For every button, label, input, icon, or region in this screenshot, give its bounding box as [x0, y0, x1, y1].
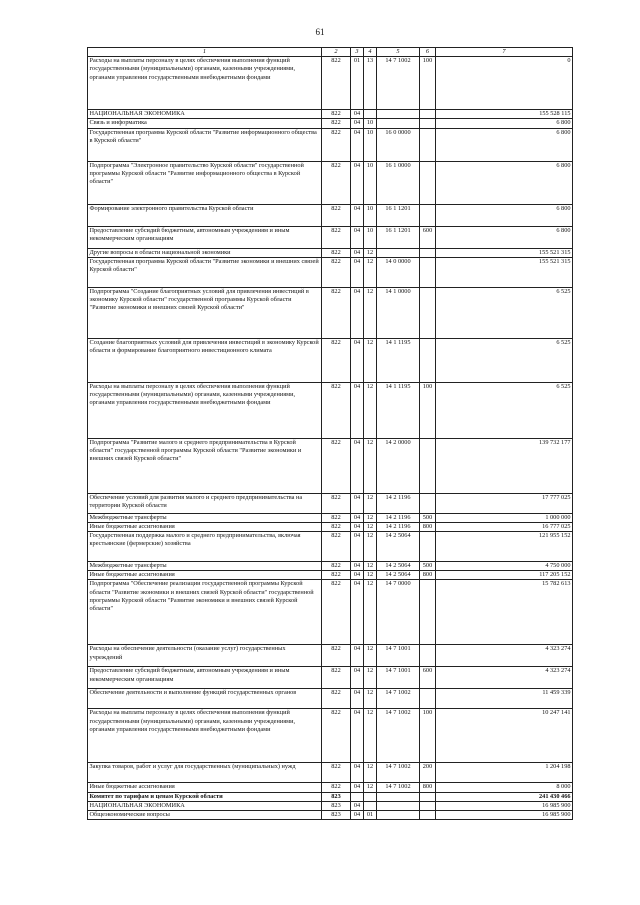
target-article-cell: 14 2 5064: [377, 562, 420, 571]
grbs-code-cell: 822: [322, 709, 351, 763]
expense-type-cell: 800: [420, 783, 436, 792]
target-article-cell: 16 1 1201: [377, 226, 420, 248]
row-name-cell: Подпрограмма "Развитие малого и среднего предпринимательства в Курской области" государственной программы Курской области "Развитие экономики и внешних связей Курской области": [88, 438, 322, 493]
row-name-cell: Иные бюджетные ассигнования: [88, 571, 322, 580]
grbs-code-cell: 822: [322, 257, 351, 287]
grbs-code-cell: 823: [322, 810, 351, 819]
amount-cell: 139 732 177: [436, 438, 573, 493]
expense-type-cell: 200: [420, 763, 436, 783]
target-article-cell: 14 7 1002: [377, 763, 420, 783]
amount-cell: 0: [436, 57, 573, 110]
column-header: 3: [351, 48, 364, 57]
target-article-cell: 14 1 0000: [377, 287, 420, 338]
target-article-cell: 14 7 1001: [377, 667, 420, 689]
section-code-cell: 04: [351, 667, 364, 689]
table-row: [88, 338, 573, 382]
target-article-cell: 14 7 1001: [377, 645, 420, 667]
expense-type-cell: [420, 338, 436, 382]
subsection-code-cell: 01: [364, 810, 377, 819]
amount-cell: 241 430 466: [436, 792, 573, 801]
grbs-code-cell: 822: [322, 783, 351, 792]
grbs-code-cell: 822: [322, 438, 351, 493]
table-row: [88, 522, 573, 531]
expense-type-cell: 600: [420, 667, 436, 689]
row-name-cell: Подпрограмма "Электронное правительство Курской области" государственной программы Курской области "Развитие информационного общества в Курской области": [88, 161, 322, 204]
grbs-code-cell: 822: [322, 763, 351, 783]
table-row: [88, 204, 573, 226]
grbs-code-cell: 822: [322, 645, 351, 667]
grbs-code-cell: 822: [322, 513, 351, 522]
amount-cell: 4 323 274: [436, 667, 573, 689]
subsection-code-cell: 12: [364, 562, 377, 571]
budget-table: [87, 47, 573, 820]
grbs-code-cell: 822: [322, 119, 351, 128]
expense-type-cell: [420, 204, 436, 226]
table-row: [88, 248, 573, 257]
amount-cell: 6 525: [436, 382, 573, 438]
page-number: 61: [315, 27, 325, 37]
column-header: 2: [322, 48, 351, 57]
amount-cell: 16 777 025: [436, 522, 573, 531]
section-code-cell: 01: [351, 57, 364, 110]
grbs-code-cell: 822: [322, 338, 351, 382]
subsection-code-cell: 12: [364, 513, 377, 522]
grbs-code-cell: 822: [322, 204, 351, 226]
grbs-code-cell: 822: [322, 667, 351, 689]
section-code-cell: 04: [351, 709, 364, 763]
section-code-cell: [351, 792, 364, 801]
target-article-cell: [377, 810, 420, 819]
section-code-cell: 04: [351, 161, 364, 204]
subsection-code-cell: 12: [364, 532, 377, 562]
amount-cell: 17 777 025: [436, 493, 573, 513]
row-name-cell: Иные бюджетные ассигнования: [88, 783, 322, 792]
table-row: [88, 110, 573, 119]
row-name-cell: Закупка товаров, работ и услуг для государственных (муниципальных) нужд: [88, 763, 322, 783]
table-row: [88, 689, 573, 709]
target-article-cell: [377, 119, 420, 128]
column-header: 6: [420, 48, 436, 57]
subsection-code-cell: 12: [364, 571, 377, 580]
row-name-cell: Обеспечение деятельности и выполнение функций государственных органов: [88, 689, 322, 709]
section-code-cell: 04: [351, 513, 364, 522]
table-row: [88, 571, 573, 580]
expense-type-cell: 600: [420, 226, 436, 248]
row-name-cell: Государственная программа Курской области "Развитие информационного общества в Курской области": [88, 128, 322, 161]
subsection-code-cell: 10: [364, 119, 377, 128]
table-row: [88, 119, 573, 128]
table-row: [88, 226, 573, 248]
amount-cell: 6 800: [436, 204, 573, 226]
amount-cell: 1 204 198: [436, 763, 573, 783]
row-name-cell: Межбюджетные трансферты: [88, 513, 322, 522]
section-code-cell: 04: [351, 128, 364, 161]
subsection-code-cell: 12: [364, 438, 377, 493]
column-header: 5: [377, 48, 420, 57]
target-article-cell: [377, 110, 420, 119]
row-name-cell: Иные бюджетные ассигнования: [88, 522, 322, 531]
subsection-code-cell: 12: [364, 338, 377, 382]
row-name-cell: Общеэкономические вопросы: [88, 810, 322, 819]
expense-type-cell: [420, 532, 436, 562]
grbs-code-cell: 822: [322, 580, 351, 645]
row-name-cell: Расходы на выплаты персоналу в целях обеспечения выполнения функций государственными (муниципальными) органами, казенными учреждениями, органами управления государственными внебюджетными фондами: [88, 57, 322, 110]
amount-cell: 11 459 339: [436, 689, 573, 709]
table-row: [88, 257, 573, 287]
row-name-cell: НАЦИОНАЛЬНАЯ ЭКОНОМИКА: [88, 801, 322, 810]
expense-type-cell: 100: [420, 382, 436, 438]
expense-type-cell: [420, 580, 436, 645]
grbs-code-cell: 822: [322, 571, 351, 580]
column-header: 7: [436, 48, 573, 57]
expense-type-cell: [420, 161, 436, 204]
table-row: [88, 438, 573, 493]
grbs-code-cell: 822: [322, 128, 351, 161]
table-header-row: [88, 48, 573, 57]
target-article-cell: 14 2 5064: [377, 571, 420, 580]
section-code-cell: 04: [351, 287, 364, 338]
row-name-cell: Подпрограмма "Создание благоприятных условий для привлечения инвестиций в экономику Курской области" государственной программы Курской области "Развитие экономики и внешних связей Курской области": [88, 287, 322, 338]
row-name-cell: Расходы на обеспечение деятельности (оказание услуг) государственных учреждений: [88, 645, 322, 667]
target-article-cell: 14 2 5064: [377, 532, 420, 562]
grbs-code-cell: 822: [322, 382, 351, 438]
expense-type-cell: 500: [420, 562, 436, 571]
subsection-code-cell: 10: [364, 161, 377, 204]
subsection-code-cell: 10: [364, 128, 377, 161]
subsection-code-cell: 12: [364, 580, 377, 645]
section-code-cell: 04: [351, 689, 364, 709]
section-code-cell: 04: [351, 571, 364, 580]
table-row: [88, 382, 573, 438]
table-row: [88, 810, 573, 819]
amount-cell: 15 782 613: [436, 580, 573, 645]
amount-cell: 6 800: [436, 128, 573, 161]
table-row: [88, 128, 573, 161]
table-row: [88, 667, 573, 689]
table-row: [88, 287, 573, 338]
subsection-code-cell: 12: [364, 709, 377, 763]
expense-type-cell: [420, 287, 436, 338]
subsection-code-cell: [364, 792, 377, 801]
amount-cell: 16 985 900: [436, 801, 573, 810]
expense-type-cell: [420, 493, 436, 513]
table-row: [88, 513, 573, 522]
grbs-code-cell: 822: [322, 226, 351, 248]
amount-cell: 4 750 000: [436, 562, 573, 571]
table-row: [88, 709, 573, 763]
section-code-cell: 04: [351, 645, 364, 667]
target-article-cell: 14 2 0000: [377, 438, 420, 493]
subsection-code-cell: 12: [364, 645, 377, 667]
target-article-cell: 14 7 0000: [377, 580, 420, 645]
amount-cell: 1 000 000: [436, 513, 573, 522]
subsection-code-cell: 12: [364, 667, 377, 689]
expense-type-cell: [420, 645, 436, 667]
expense-type-cell: 800: [420, 522, 436, 531]
row-name-cell: Комитет по тарифам и ценам Курской области: [88, 792, 322, 801]
grbs-code-cell: 822: [322, 562, 351, 571]
grbs-code-cell: 822: [322, 57, 351, 110]
section-code-cell: 04: [351, 532, 364, 562]
grbs-code-cell: 822: [322, 110, 351, 119]
table-row: [88, 801, 573, 810]
table-row: [88, 645, 573, 667]
target-article-cell: [377, 801, 420, 810]
target-article-cell: 16 0 0000: [377, 128, 420, 161]
target-article-cell: 14 7 1002: [377, 57, 420, 110]
expense-type-cell: [420, 119, 436, 128]
target-article-cell: 14 2 1196: [377, 522, 420, 531]
amount-cell: 6 525: [436, 287, 573, 338]
table-row: [88, 532, 573, 562]
row-name-cell: Обеспечение условий для развития малого и среднего предпринимательства на территории Курской области: [88, 493, 322, 513]
table-row: [88, 792, 573, 801]
expense-type-cell: [420, 792, 436, 801]
grbs-code-cell: 822: [322, 689, 351, 709]
row-name-cell: Межбюджетные трансферты: [88, 562, 322, 571]
target-article-cell: 14 0 0000: [377, 257, 420, 287]
subsection-code-cell: 10: [364, 204, 377, 226]
expense-type-cell: [420, 438, 436, 493]
expense-type-cell: 100: [420, 57, 436, 110]
table-row: [88, 562, 573, 571]
section-code-cell: 04: [351, 493, 364, 513]
subsection-code-cell: [364, 801, 377, 810]
row-name-cell: Государственная программа Курской области "Развитие экономики и внешних связей Курской области": [88, 257, 322, 287]
row-name-cell: Предоставление субсидий бюджетным, автономным учреждениям и иным некоммерческим организациям: [88, 667, 322, 689]
subsection-code-cell: 12: [364, 783, 377, 792]
target-article-cell: 14 7 1002: [377, 783, 420, 792]
section-code-cell: 04: [351, 248, 364, 257]
target-article-cell: 16 1 1201: [377, 204, 420, 226]
amount-cell: 155 528 115: [436, 110, 573, 119]
grbs-code-cell: 823: [322, 792, 351, 801]
row-name-cell: Другие вопросы в области национальной экономики: [88, 248, 322, 257]
amount-cell: 4 323 274: [436, 645, 573, 667]
row-name-cell: Создание благоприятных условий для привлечения инвестиций в экономику Курской области и формирование благоприятного инвестиционного климата: [88, 338, 322, 382]
section-code-cell: 04: [351, 257, 364, 287]
section-code-cell: 04: [351, 226, 364, 248]
section-code-cell: 04: [351, 810, 364, 819]
subsection-code-cell: 10: [364, 226, 377, 248]
target-article-cell: [377, 792, 420, 801]
subsection-code-cell: 12: [364, 493, 377, 513]
amount-cell: 10 247 141: [436, 709, 573, 763]
target-article-cell: 14 1 1195: [377, 338, 420, 382]
expense-type-cell: [420, 810, 436, 819]
expense-type-cell: [420, 128, 436, 161]
subsection-code-cell: 12: [364, 522, 377, 531]
subsection-code-cell: 12: [364, 287, 377, 338]
subsection-code-cell: 12: [364, 382, 377, 438]
section-code-cell: 04: [351, 438, 364, 493]
expense-type-cell: [420, 257, 436, 287]
target-article-cell: 14 2 1196: [377, 513, 420, 522]
row-name-cell: НАЦИОНАЛЬНАЯ ЭКОНОМИКА: [88, 110, 322, 119]
row-name-cell: Формирование электронного правительства Курской области: [88, 204, 322, 226]
amount-cell: 155 521 315: [436, 248, 573, 257]
column-header: 1: [88, 48, 322, 57]
expense-type-cell: 800: [420, 571, 436, 580]
section-code-cell: 04: [351, 382, 364, 438]
subsection-code-cell: 12: [364, 689, 377, 709]
amount-cell: 121 955 152: [436, 532, 573, 562]
section-code-cell: 04: [351, 119, 364, 128]
amount-cell: 8 000: [436, 783, 573, 792]
amount-cell: 155 521 315: [436, 257, 573, 287]
section-code-cell: 04: [351, 522, 364, 531]
row-name-cell: Связь и информатика: [88, 119, 322, 128]
table-row: [88, 57, 573, 110]
table-row: [88, 493, 573, 513]
amount-cell: 6 800: [436, 226, 573, 248]
section-code-cell: 04: [351, 110, 364, 119]
section-code-cell: 04: [351, 801, 364, 810]
subsection-code-cell: 13: [364, 57, 377, 110]
subsection-code-cell: [364, 110, 377, 119]
expense-type-cell: [420, 801, 436, 810]
section-code-cell: 04: [351, 763, 364, 783]
grbs-code-cell: 822: [322, 161, 351, 204]
section-code-cell: 04: [351, 204, 364, 226]
table-row: [88, 161, 573, 204]
amount-cell: 6 525: [436, 338, 573, 382]
grbs-code-cell: 823: [322, 801, 351, 810]
section-code-cell: 04: [351, 338, 364, 382]
section-code-cell: 04: [351, 562, 364, 571]
row-name-cell: Государственная поддержка малого и среднего предпринимательства, включая крестьянские (фермерские) хозяйства: [88, 532, 322, 562]
target-article-cell: 14 1 1195: [377, 382, 420, 438]
section-code-cell: 04: [351, 580, 364, 645]
table-row: [88, 580, 573, 645]
grbs-code-cell: 822: [322, 248, 351, 257]
grbs-code-cell: 822: [322, 493, 351, 513]
expense-type-cell: [420, 248, 436, 257]
expense-type-cell: [420, 689, 436, 709]
target-article-cell: [377, 248, 420, 257]
row-name-cell: Подпрограмма "Обеспечение реализации государственной программы Курской области "Развитие экономики и внешних связей Курской области" государственной программы Курской области "Развитие экономики и внешних связей Курской области": [88, 580, 322, 645]
grbs-code-cell: 822: [322, 287, 351, 338]
target-article-cell: 14 2 1196: [377, 493, 420, 513]
column-header: 4: [364, 48, 377, 57]
subsection-code-cell: 12: [364, 257, 377, 287]
row-name-cell: Предоставление субсидий бюджетным, автономным учреждениям и иным некоммерческим организациям: [88, 226, 322, 248]
subsection-code-cell: 12: [364, 248, 377, 257]
amount-cell: 16 985 900: [436, 810, 573, 819]
expense-type-cell: 500: [420, 513, 436, 522]
target-article-cell: 16 1 0000: [377, 161, 420, 204]
amount-cell: 6 800: [436, 119, 573, 128]
target-article-cell: 14 7 1002: [377, 689, 420, 709]
row-name-cell: Расходы на выплаты персоналу в целях обеспечения выполнения функций государственными (муниципальными) органами, казенными учреждениями, органами управления государственными внебюджетными фондами: [88, 709, 322, 763]
grbs-code-cell: 822: [322, 522, 351, 531]
expense-type-cell: 100: [420, 709, 436, 763]
subsection-code-cell: 12: [364, 763, 377, 783]
row-name-cell: Расходы на выплаты персоналу в целях обеспечения выполнения функций государственными (муниципальными) органами, казенными учреждениями, органами управления государственными внебюджетными фондами: [88, 382, 322, 438]
table-row: [88, 783, 573, 792]
table-row: [88, 763, 573, 783]
target-article-cell: 14 7 1002: [377, 709, 420, 763]
grbs-code-cell: 822: [322, 532, 351, 562]
expense-type-cell: [420, 110, 436, 119]
section-code-cell: 04: [351, 783, 364, 792]
amount-cell: 117 205 152: [436, 571, 573, 580]
amount-cell: 6 800: [436, 161, 573, 204]
